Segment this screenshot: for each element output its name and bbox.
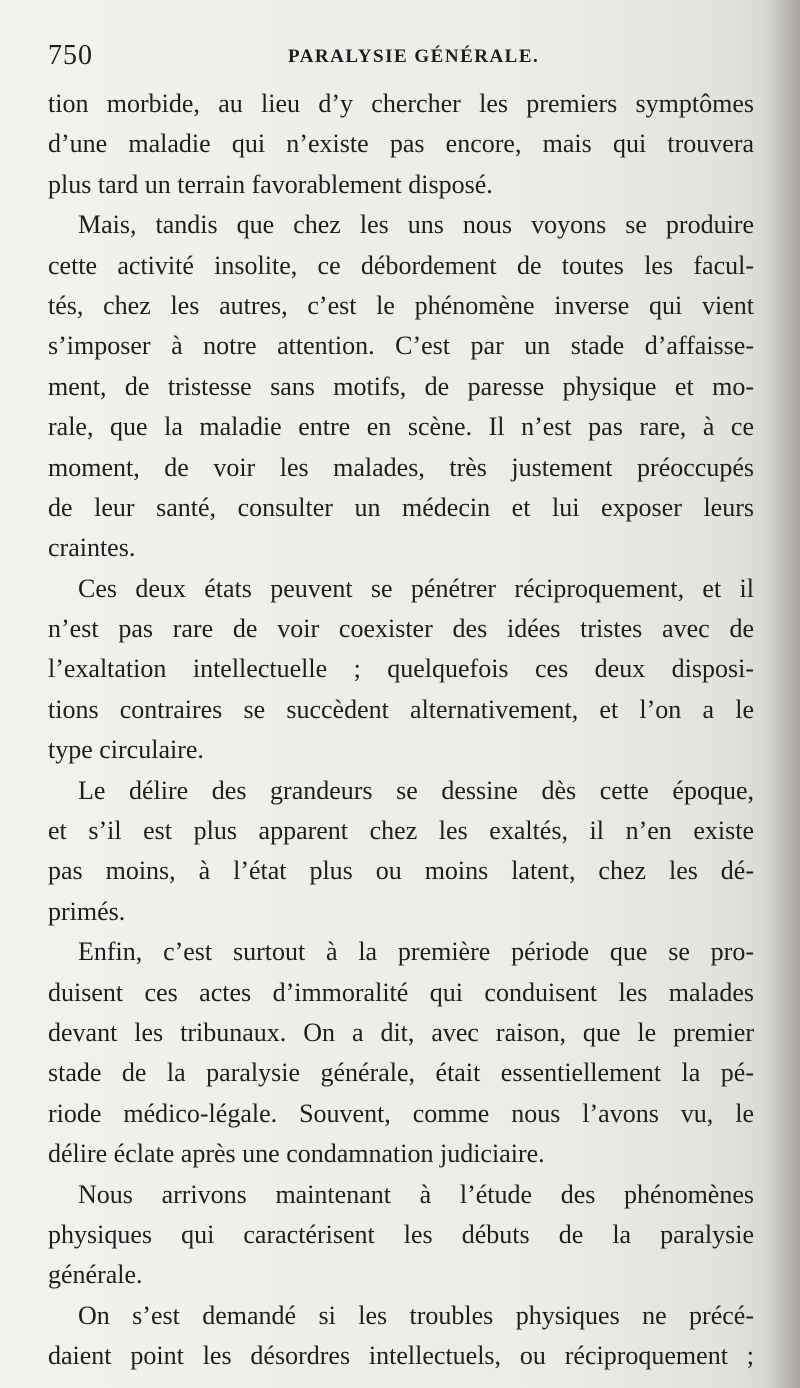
body-text	[48, 84, 754, 1377]
text-line: Enfin, c’est surtout à la première période que se pro-	[78, 937, 754, 967]
text-line: On s’est demandé si les troubles physiques ne précé-	[78, 1300, 754, 1330]
text-line: s’imposer à notre attention. C’est par un stade d’affaisse-	[48, 331, 754, 361]
text-line: Ces deux états peuvent se pénétrer réciproquement, et il	[78, 573, 754, 603]
text-line: d’une maladie qui n’existe pas encore, mais qui trouvera	[48, 129, 754, 159]
text-line: moment, de voir les malades, très justement préoccupés	[48, 452, 754, 482]
text-line: type circulaire.	[48, 735, 204, 765]
text-line: daient point les désordres intellectuels, ou réciproquement ;	[48, 1341, 754, 1371]
text-line: ment, de tristesse sans motifs, de paresse physique et mo-	[48, 371, 754, 401]
text-line: tés, chez les autres, c’est le phénomène inverse qui vient	[48, 290, 754, 320]
text-line: délire éclate après une condamnation judiciaire.	[48, 1139, 545, 1169]
page-header	[48, 40, 754, 76]
text-line: pas moins, à l’état plus ou moins latent, chez les dé-	[48, 856, 754, 886]
text-line: plus tard un terrain favorablement disposé.	[48, 169, 493, 199]
text-line: et s’il est plus apparent chez les exaltés, il n’en existe	[48, 816, 754, 846]
page-edge-shadow	[766, 0, 800, 1388]
text-line: rale, que la maladie entre en scène. Il n’est pas rare, à ce	[48, 412, 754, 442]
page-number: 750	[48, 40, 93, 71]
text-line: l’exaltation intellectuelle ; quelquefois ces deux disposi-	[48, 654, 754, 684]
text-line: tions contraires se succèdent alternativement, et l’on a le	[48, 694, 754, 724]
text-line: primés.	[48, 896, 126, 926]
text-line: duisent ces actes d’immoralité qui conduisent les malades	[48, 977, 754, 1007]
text-line: Nous arrivons maintenant à l’étude des phénomènes	[78, 1179, 754, 1209]
text-line: Mais, tandis que chez les uns nous voyons se produire	[78, 210, 754, 240]
text-line: tion morbide, au lieu d’y chercher les premiers symptômes	[48, 89, 754, 118]
text-line: stade de la paralysie générale, était essentiellement la pé-	[48, 1058, 754, 1088]
text-line: physiques qui caractérisent les débuts de la paralysie	[48, 1219, 754, 1249]
text-line: n’est pas rare de voir coexister des idées tristes avec de	[48, 614, 754, 644]
text-line: cette activité insolite, ce débordement de toutes les facul-	[48, 250, 754, 280]
text-line: Le délire des grandeurs se dessine dès cette époque,	[78, 775, 754, 805]
text-line: devant les tribunaux. On a dit, avec raison, que le premier	[48, 1017, 754, 1047]
running-title: PARALYSIE GÉNÉRALE.	[288, 46, 540, 67]
text-line: générale.	[48, 1260, 143, 1290]
text-line: craintes.	[48, 533, 136, 563]
text-line: riode médico-légale. Souvent, comme nous l’avons vu, le	[48, 1098, 754, 1128]
text-line: de leur santé, consulter un médecin et lui exposer leurs	[48, 492, 754, 522]
